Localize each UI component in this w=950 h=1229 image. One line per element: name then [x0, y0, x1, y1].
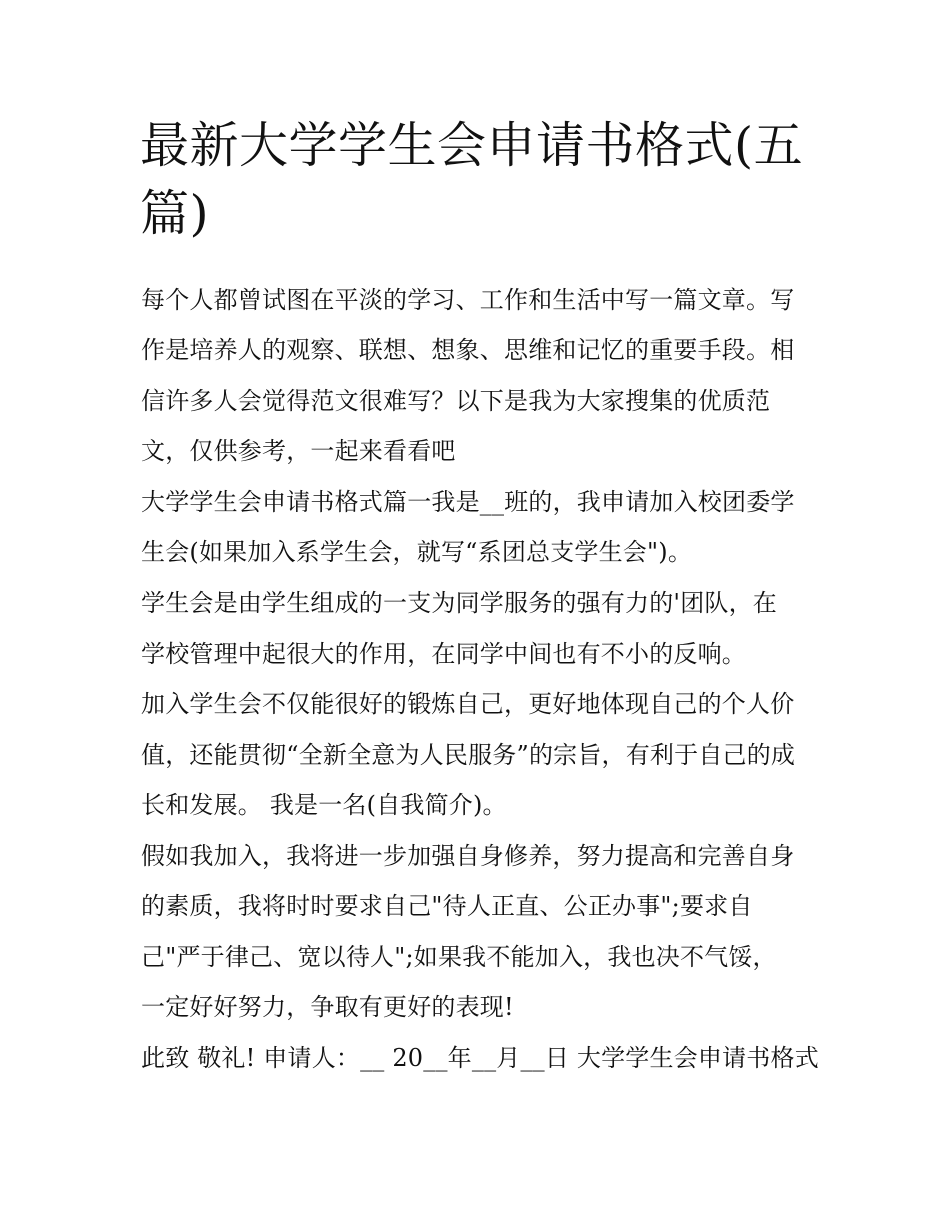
body-line: 一定好好努力，争取有更好的表现!: [141, 993, 514, 1021]
body-line: 的素质，我将时时要求自己"待人正直、公正办事";要求自: [141, 892, 753, 920]
body-line: 大学学生会申请书格式篇一我是__班的，我申请加入校团委学: [141, 488, 795, 516]
title-line-1: 最新大学学生会申请书格式(五: [140, 117, 804, 174]
body-line: 加入学生会不仅能很好的锻炼自己，更好地体现自己的个人价: [141, 690, 795, 718]
body-line: 此致 敬礼! 申请人：__ 20__年__月__日 大学学生会申请书格式: [141, 1044, 819, 1072]
body-line: 学生会是由学生组成的一支为同学服务的强有力的'团队，在: [141, 589, 777, 617]
body-line: 假如我加入，我将进一步加强自身修养，努力提高和完善自身: [141, 842, 795, 870]
body-line: 作是培养人的观察、联想、想象、思维和记忆的重要手段。相: [141, 336, 795, 364]
body-line: 文，仅供参考，一起来看看吧: [141, 437, 456, 465]
body-line: 长和发展。 我是一名(自我简介)。: [141, 791, 507, 819]
body-line: 学校管理中起很大的作用，在同学中间也有不小的反响。: [141, 640, 746, 668]
document-title: [140, 112, 820, 248]
body-line: 值，还能贯彻“全新全意为人民服务”的宗旨，有利于自己的成: [141, 741, 796, 769]
body-line: 己"严于律己、宽以待人";如果我不能加入，我也决不气馁，: [141, 943, 777, 971]
body-line: 信许多人会觉得范文很难写？以下是我为大家搜集的优质范: [141, 387, 771, 415]
title-line-2: 篇): [140, 185, 210, 242]
body-line: 生会(如果加入系学生会，就写“系团总支学生会")。: [141, 538, 693, 566]
body-line: 每个人都曾试图在平淡的学习、工作和生活中写一篇文章。写: [141, 286, 795, 314]
